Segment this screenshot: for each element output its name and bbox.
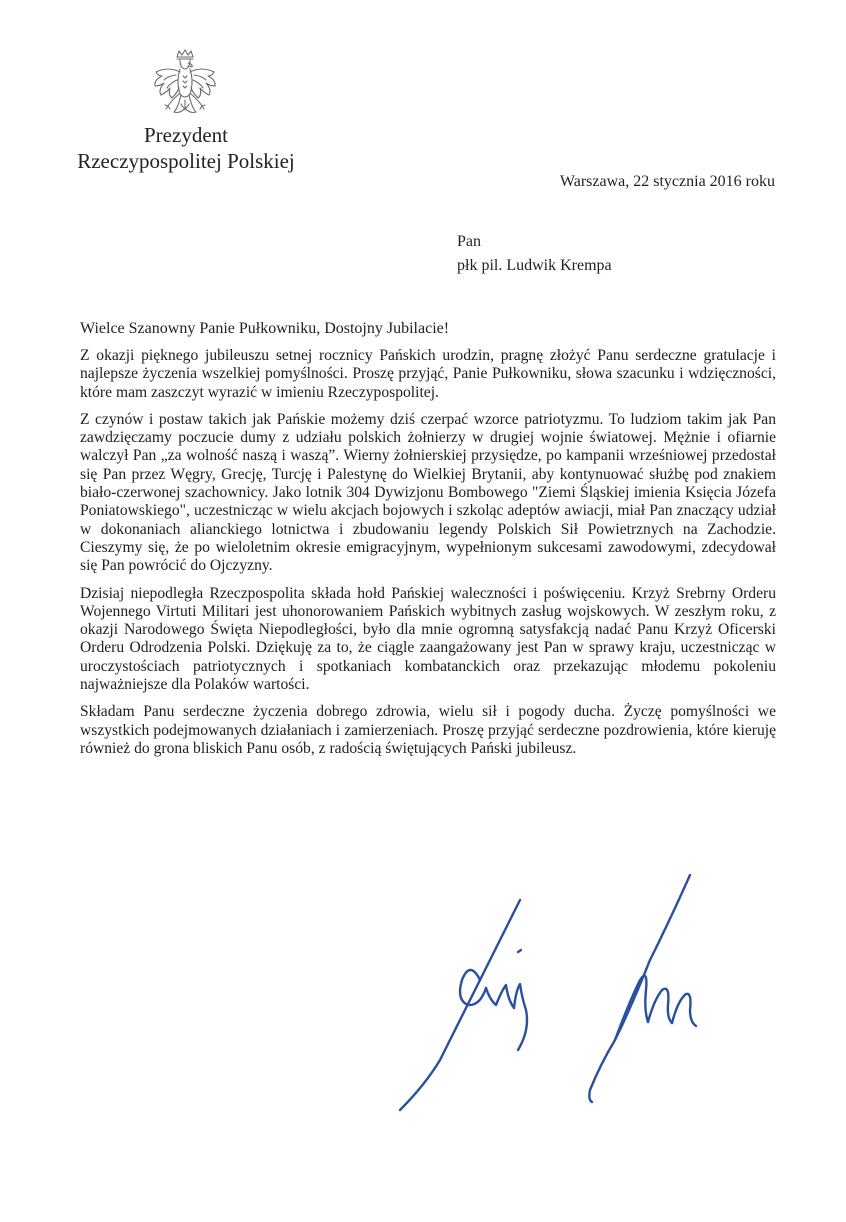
addressee-line-1: Pan <box>457 233 481 250</box>
salutation: Wielce Szanowny Panie Pułkowniku, Dostojny Jubilacie! <box>80 320 450 337</box>
body-paragraph-2: Z czynów i postaw takich jak Pańskie możemy dziś czerpać wzorce patriotyzmu. To ludziom takim jak Pan zawdzięczamy poczucie dumy z udziału polskich żołnierzy w drugiej wojnie światowej. Mężnie i ofiarnie walczył Pan „za wolność naszą i waszą”. Wierny żołnierskiej przysiędze, po kampanii wrześniowej przedostał się Pan przez Węgry, Grecję, Turcję i Palestynę do Wielkiej Brytanii, aby kontynuować służbę pod znakiem biało-czerwonej szachownicy. Jako lotnik 304 Dywizjonu Bombowego "Ziemi Śląskiej imienia Księcia Józefa Poniatowskiego", uczestnicząc w wielu akcjach bojowych i szkoląc adeptów awiacji, miał Pan znaczący udział w dokonaniach alianckiego lotnictwa i zbudowaniu legendy Polskich Sił Powietrznych na Zachodzie. Cieszymy się, że po wieloletnim okresie emigracyjnym, wypełnionym sukcesami zawodowymi, zdecydował się Pan powrócić do Ojczyzny. <box>80 410 776 575</box>
letter-body <box>80 347 776 767</box>
issuer-block <box>66 122 306 174</box>
addressee-block <box>457 230 612 278</box>
addressee-line-2: płk pil. Ludwik Krempa <box>457 257 612 274</box>
handwritten-signature-icon <box>330 860 730 1120</box>
body-paragraph-1: Z okazji pięknego jubileuszu setnej rocznicy Pańskich urodzin, pragnę złożyć Panu serdeczne gratulacje i najlepsze życzenia wszelkiej pomyślności. Proszę przyjąć, Panie Pułkowniku, słowa szacunku i wdzięczności, które mam zaszczyt wyrazić w imieniu Rzeczypospolitej. <box>80 347 776 401</box>
body-paragraph-4: Składam Panu serdeczne życzenia dobrego zdrowia, wielu sił i pogody ducha. Życzę pomyślności we wszystkich podejmowanych działaniach i zamierzeniach. Proszę przyjąć serdeczne pozdrowienia, które kieruję również do grona bliskich Panu osób, z radością świętujących Pański jubileusz. <box>80 703 776 757</box>
issuer-subtitle: Rzeczypospolitej Polskiej <box>77 149 295 173</box>
date-line: Warszawa, 22 stycznia 2016 roku <box>559 173 775 190</box>
polish-eagle-emblem-icon <box>150 48 220 128</box>
issuer-title: Prezydent <box>144 123 228 147</box>
body-paragraph-3: Dzisiaj niepodległa Rzeczpospolita składa hołd Pańskiej waleczności i poświęceniu. Krzyż Srebrny Orderu Wojennego Virtuti Militari jest uhonorowaniem Pańskich wybitnych zasług wojskowych. W zeszłym roku, z okazji Narodowego Święta Niepodległości, było dla mnie ogromną satysfakcją nadać Panu Krzyż Oficerski Orderu Odrodzenia Polski. Dziękuję za to, że ciągle zaangażowany jest Pan w sprawy kraju, uczestnicząc w uroczystościach patriotycznych i spotkaniach kombatanckich oraz przekazując młodemu pokoleniu najważniejsze dla Polaków wartości. <box>80 584 776 694</box>
